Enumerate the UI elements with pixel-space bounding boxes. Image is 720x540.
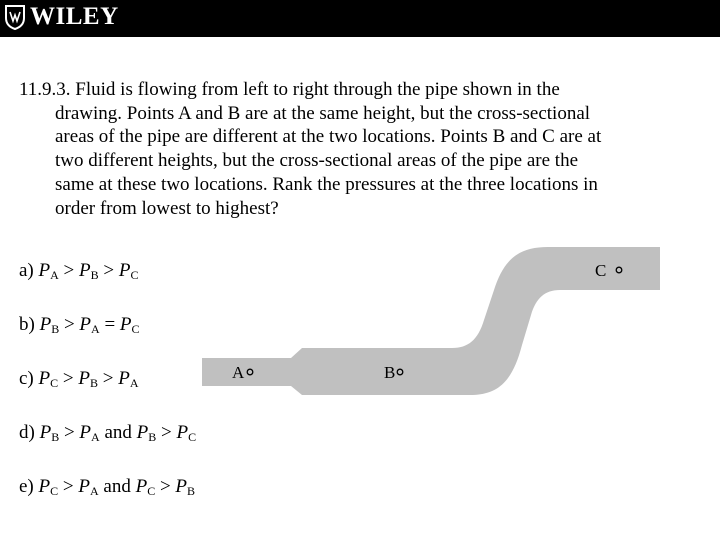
operator: >	[155, 476, 176, 497]
operator: >	[59, 314, 80, 335]
pressure-symbol: P	[79, 422, 92, 443]
option-letter: a)	[19, 260, 34, 281]
pressure-symbol: P	[176, 422, 189, 443]
pressure-symbol: P	[78, 476, 90, 497]
operator: >	[98, 260, 119, 281]
pressure-subscript: C	[147, 484, 156, 498]
operator: >	[58, 368, 79, 389]
pressure-subscript: C	[131, 322, 140, 336]
pressure-subscript: C	[50, 376, 59, 390]
question-line: same at these two locations. Rank the pressures at the three locations in	[55, 173, 598, 195]
option-letter: b)	[19, 314, 35, 335]
pressure-symbol: P	[175, 476, 188, 497]
pressure-subscript: A	[129, 376, 139, 390]
pressure-subscript: B	[89, 376, 98, 390]
pressure-symbol: P	[38, 368, 51, 389]
pressure-subscript: B	[148, 430, 157, 444]
point-a-label: A	[232, 363, 245, 382]
question-line: 11.9.3. Fluid is flowing from left to right through the pipe shown in the	[19, 79, 560, 100]
operator: and	[98, 476, 136, 497]
option-letter: e)	[19, 476, 34, 497]
pressure-subscript: B	[90, 268, 99, 282]
point-b-label: B	[384, 363, 396, 382]
pressure-symbol: P	[39, 422, 52, 443]
question-line: drawing. Points A and B are at the same height, but the cross-sectional	[55, 102, 591, 124]
pressure-symbol: P	[79, 260, 91, 281]
pressure-symbol: P	[135, 476, 148, 497]
operator: >	[58, 260, 80, 281]
pressure-subscript: B	[51, 322, 60, 336]
pressure-symbol: P	[39, 314, 52, 335]
pressure-symbol: P	[118, 368, 130, 389]
pressure-subscript: A	[91, 322, 100, 336]
operator: >	[156, 422, 177, 443]
pressure-symbol: P	[79, 314, 92, 335]
operator: >	[59, 422, 80, 443]
question-line: areas of the pipe are different at the two locations. Points B and C are at	[55, 126, 602, 148]
question-line: two different heights, but the cross-sectional areas of the pipe are the	[55, 150, 579, 172]
pressure-symbol: P	[38, 260, 51, 281]
pressure-subscript: C	[188, 430, 197, 444]
pressure-symbol: P	[136, 422, 149, 443]
pressure-symbol: P	[119, 314, 132, 335]
pipe-shape	[202, 247, 660, 395]
pressure-subscript: A	[91, 430, 100, 444]
operator: =	[99, 314, 120, 335]
operator: and	[99, 422, 137, 443]
pressure-subscript: C	[130, 268, 139, 282]
operator: >	[58, 476, 79, 497]
pressure-symbol: P	[38, 476, 51, 497]
pressure-subscript: A	[89, 484, 99, 498]
operator: >	[97, 368, 119, 389]
option-letter: c)	[19, 368, 34, 389]
point-c-label: C	[595, 261, 607, 280]
logo-text: WILEY	[30, 3, 119, 30]
pressure-symbol: P	[118, 260, 131, 281]
question-line: order from lowest to highest?	[55, 197, 279, 219]
pressure-symbol: P	[78, 368, 90, 389]
pressure-subscript: B	[187, 484, 196, 498]
option-letter: d)	[19, 422, 35, 443]
pressure-subscript: B	[51, 430, 60, 444]
pressure-subscript: A	[50, 268, 59, 282]
pressure-subscript: C	[50, 484, 59, 498]
